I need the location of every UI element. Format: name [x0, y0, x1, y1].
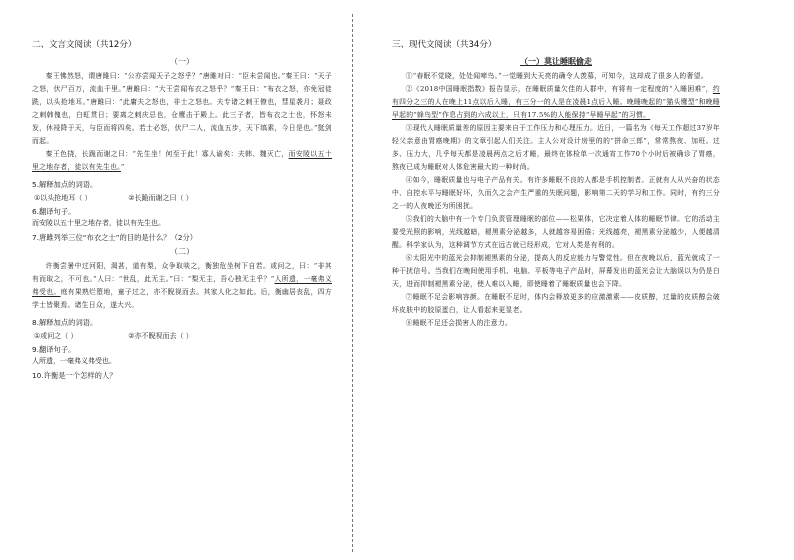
- text-run: ⑦睡眠不足会影响容颜。在睡眠不足时，体内会释放更多的应激激素——皮质醇，过量的皮质醇会破坏皮肤中的胶原蛋白，让人看起来更显老。: [392, 293, 720, 314]
- classical-passage-one-p2: [32, 148, 332, 174]
- part-one-title: （一）: [170, 57, 194, 66]
- question-9: 9.翻译句子。: [32, 345, 76, 354]
- question-10: 10.许衡是一个怎样的人？: [32, 371, 117, 380]
- text-run: ⑥太阳光中的蓝光会抑制褪黑素的分泌，提高人的反应能力与警觉性。但在夜晚以后，蓝光就成了一种干扰信号。当我们在晚间使用手机、电脑、平板等电子产品时，屏幕发出的蓝光会让大脑误以为仍是白天，进而抑制褪黑素分泌，使人难以入睡，即使睡着了睡眠质量也会下降。: [392, 254, 720, 288]
- modern-paragraph-5: [392, 213, 720, 252]
- question-5-option-2: ②长跪而谢之曰（ ）: [128, 194, 193, 202]
- text-run: 许衡尝暑中过河阳，渴甚，道有梨，众争取啖之，衡独危坐树下自若。或问之，曰：“非其有而取之，不可也。”人曰：“世乱，此无主。”曰：“梨无主，吾心独无主乎？”: [32, 262, 332, 283]
- question-8-option-1: ①或问之（ ）: [34, 332, 78, 340]
- modern-paragraph-6: [392, 252, 720, 291]
- underlined-text: 人所遗，一毫弗义弗受也。: [32, 275, 332, 296]
- text-run: ⑧睡眠不足还会损害人的注意力。: [405, 319, 513, 327]
- modern-paragraph-7: [392, 291, 720, 317]
- question-5-option-1: ①以头抢地耳（ ）: [34, 194, 92, 202]
- text-run: ”: [120, 163, 125, 171]
- modern-paragraph-3: [392, 122, 720, 174]
- modern-paragraph-2: [392, 83, 720, 122]
- question-8-options: [34, 329, 332, 343]
- classical-passage-one-p1: [32, 70, 332, 148]
- text-run: 庭有果熟烂堕地，童子过之，亦不睨视而去。其家人化之如此。后，衡幽居丧乱，四方学士皆聚焉。诸生日众，遂大兴。: [32, 288, 332, 309]
- left-column: [32, 38, 332, 382]
- question-8-option-2: ②亦不睨视而去（ ）: [128, 332, 193, 340]
- text-run: ①“春眠不觉晓，处处闻啼鸟。”一觉睡到大天亮的确令人羡慕，可知今，这却成了很多人的奢望。: [405, 72, 708, 80]
- modern-paragraph-4: [392, 174, 720, 213]
- question-7: 7.唐雎列举三位“布衣之士”的目的是什么？（2分）: [32, 233, 198, 242]
- question-8: 8.解释加点的词语。: [32, 318, 98, 327]
- question-6-sentence: 而安陵以五十里之地存者，徒以有先生也。: [32, 219, 165, 227]
- question-5-options: [34, 191, 332, 205]
- modern-paragraph-1: [392, 70, 720, 83]
- section-title-modern: 三、现代文阅读（共34分）: [392, 40, 497, 50]
- text-run: 秦王怫然怒，谓唐雎曰：“公亦尝闻天子之怒乎？”唐雎对曰：“臣未尝闻也。”秦王曰：“天子之怒，伏尸百万，流血千里。”唐雎曰：“大王尝闻布衣之怒乎？”秦王曰：“布衣之怒，亦免冠徒跣，以头抢地耳。”唐雎曰：“此庸夫之怒也，非士之怒也。夫专诸之刺王僚也，彗星袭月；聂政之刺韩傀也，白虹贯日；要离之刺庆忌也，仓鹰击于殿上。此三子者，皆布衣之士也，怀怒未发，休祲降于天，与臣而将四矣。若士必怒，伏尸二人，流血五步，天下缟素，今日是也。”挺剑而起。: [32, 72, 332, 145]
- text-run: ③现代人睡眠质量差的原因主要来自于工作压力和心理压力。近日，一篇名为《每天工作超过37岁年轻父亲意由胃癌晚期》的文章引起人们关注。主人公对设计房里的的“拼命三郎”，常常熬夜、加班。过多、压力大，几乎每天都是凌晨两点之后才睡，最终在体检单一次通宵工作70个小时后被确诊了胃癌，熬夜已成为睡眠对人体危害最大的一种时尚。: [392, 124, 721, 171]
- text-run: 秦王色挠，长跪而谢之曰：“先生坐！何至于此！寡人谕矣：夫韩、魏灭亡，: [45, 150, 289, 158]
- modern-part-one-title: （一）莫让睡眠偷走: [520, 56, 592, 66]
- question-6: 6.翻译句子。: [32, 207, 76, 216]
- text-run: ②《2018中国睡眠指数》报告显示，在睡眠质量欠佳的人群中，有将有一定程度的“入睡困难”，: [405, 85, 713, 93]
- right-column: [392, 38, 720, 330]
- underlined-text: 约有四分之三的人在晚上11点以后入睡，有三分一的人是在凌晨1点后入睡。晚睡晚起的“猫头鹰型”和晚睡早起的“蜂鸟型”作息占到的六成以上，只有17.5%的人能保持“早睡早起”的习惯。: [392, 85, 720, 119]
- underlined-text: 而安陵以五十里之地存者，徒以有先生也。: [32, 150, 332, 171]
- question-5: 5.解释加点的词语。: [32, 180, 98, 189]
- text-run: ⑤我们的大脑中有一个专门负责管理睡眠的部位——松果体，它决定着人体的睡眠节律。它的活动主要受光照的影响，光线越暗，褪黑素分泌越多，人就越容易困倦；光线越亮，褪黑素分泌越少，人便越清醒。科学家认为，这种调节方式在远古就已经形成，它对人类是有利的。: [392, 215, 720, 249]
- modern-paragraph-8: [392, 317, 720, 330]
- classical-passage-two-p1: [32, 260, 332, 312]
- column-divider: [352, 14, 353, 552]
- question-9-sentence: 人所遗，一毫弗义弗受也。: [32, 357, 116, 365]
- text-run: ④如今，睡眠质量也与电子产品有关。有许多睡眠不良的人都是手机控制者。正就有人从兴奋的状态中、自控水平与睡眠好坏，久而久之会产生严重的失眠问题，影响第二天的学习和工作。同时，有约三分之一的人夜晚还为所困扰。: [392, 176, 720, 210]
- part-two-title: （二）: [170, 247, 194, 256]
- section-title-classical: 二、文言文阅读（共12分）: [32, 40, 137, 50]
